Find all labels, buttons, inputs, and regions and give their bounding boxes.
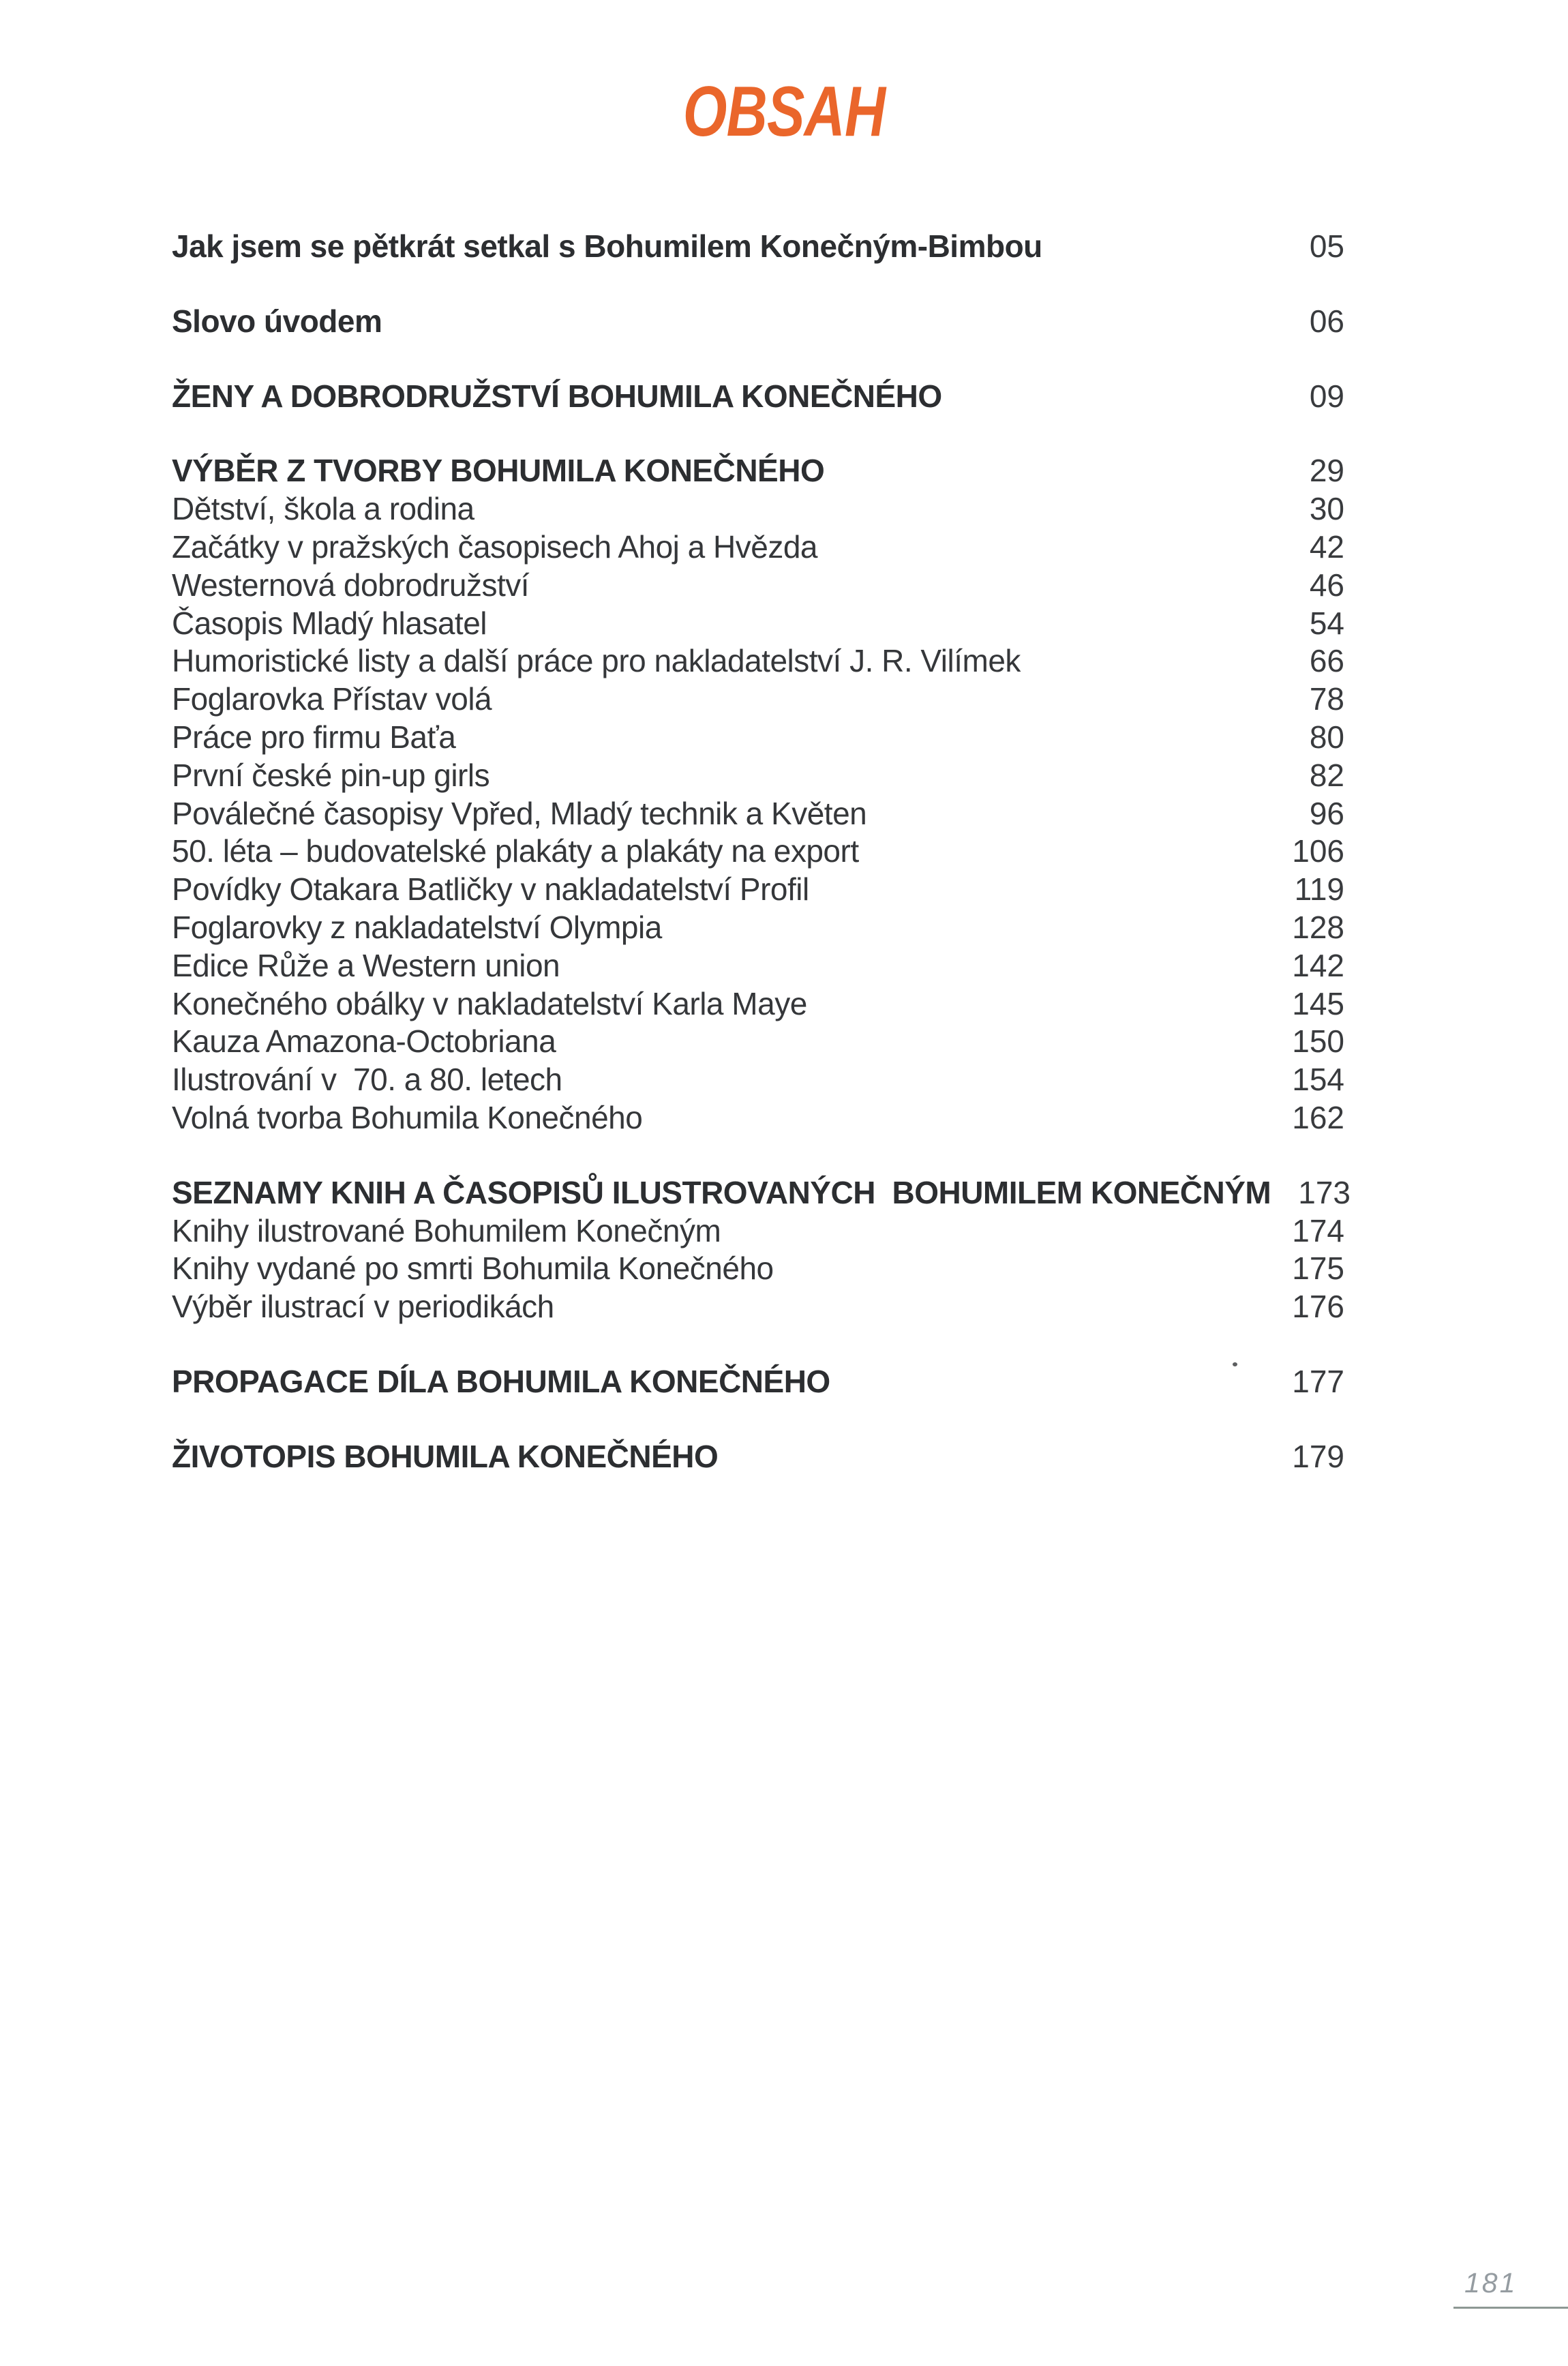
- toc-entry-label: ŽIVOTOPIS BOHUMILA KONEČNÉHO: [172, 1438, 719, 1474]
- footer-page-number: 181: [1464, 2267, 1518, 2298]
- toc-entry-label: Westernová dobrodružství: [172, 567, 530, 603]
- toc-entry-label: Jak jsem se pětkrát setkal s Bohumilem Konečným-Bimbou: [172, 228, 1042, 264]
- toc-entry: [172, 909, 1344, 947]
- toc-entry-page: 119: [1294, 871, 1344, 908]
- toc-entry-label: Výběr ilustrací v periodikách: [172, 1289, 554, 1325]
- toc-entry-label: Knihy ilustrované Bohumilem Konečným: [172, 1212, 721, 1248]
- toc-entry: [172, 871, 1344, 909]
- toc-entry-page: 154: [1292, 1062, 1344, 1098]
- toc-entry: [172, 1099, 1344, 1137]
- toc-entry-label: Práce pro firmu Baťa: [172, 719, 456, 755]
- toc-entry-label: Humoristické listy a další práce pro nakladatelství J. R. Vilímek: [172, 643, 1021, 679]
- toc-entry: [172, 303, 1344, 341]
- toc-entry-label: Knihy vydané po smrti Bohumila Konečného: [172, 1251, 774, 1287]
- page-title: OBSAH: [682, 72, 886, 151]
- toc-entry-label: Povídky Otakara Batličky v nakladatelství Profil: [172, 871, 809, 908]
- toc-entry-label: První české pin-up girls: [172, 757, 490, 793]
- toc-entry-page: 96: [1309, 795, 1344, 831]
- toc-entry-page: 30: [1309, 491, 1344, 527]
- toc-entry-page: 66: [1309, 643, 1344, 679]
- toc-entry-page: 80: [1309, 719, 1344, 755]
- toc-entry: [172, 490, 1344, 528]
- toc-entry-label: Kauza Amazona-Octobriana: [172, 1023, 556, 1060]
- toc-entry-label: Ilustrování v 70. a 80. letech: [172, 1062, 562, 1098]
- toc-entry-page: 82: [1309, 757, 1344, 793]
- toc-entry: [172, 1212, 1344, 1251]
- toc-entry: [172, 680, 1344, 719]
- toc-entry: [172, 833, 1344, 871]
- toc-entry: [172, 947, 1344, 985]
- toc-entry-page: 142: [1292, 947, 1344, 983]
- toc-entry: [172, 378, 1344, 416]
- toc-entry: [172, 452, 1344, 490]
- toc-entry-label: 50. léta – budovatelské plakáty a plakáty na export: [172, 833, 859, 869]
- toc-entry-label: SEZNAMY KNIH A ČASOPISŮ ILUSTROVANÝCH BOHUMILEM KONEČNÝM: [172, 1174, 1271, 1210]
- toc-entry-label: Foglarovky z nakladatelství Olympia: [172, 909, 662, 945]
- toc-entry: [172, 795, 1344, 833]
- toc-entry-page: 106: [1292, 833, 1344, 869]
- toc-entry-label: Poválečné časopisy Vpřed, Mladý technik a Květen: [172, 795, 867, 831]
- toc-entry-page: 150: [1292, 1023, 1344, 1060]
- toc-entry-page: 145: [1292, 985, 1344, 1021]
- toc-entry-label: Volná tvorba Bohumila Konečného: [172, 1099, 643, 1135]
- toc-entry-page: 175: [1292, 1251, 1344, 1287]
- toc-entry: [172, 1061, 1344, 1099]
- toc-entry-label: Konečného obálky v nakladatelství Karla Maye: [172, 985, 807, 1021]
- toc-entry-page: 128: [1292, 909, 1344, 945]
- toc-entry: [172, 1363, 1344, 1401]
- toc-entry: [172, 567, 1344, 605]
- toc-entry-label: ŽENY A DOBRODRUŽSTVÍ BOHUMILA KONEČNÉHO: [172, 378, 942, 414]
- toc-list: [172, 228, 1351, 1476]
- toc-entry-label: PROPAGACE DÍLA BOHUMILA KONEČNÉHO: [172, 1363, 830, 1399]
- toc-entry-label: Časopis Mladý hlasatel: [172, 605, 487, 641]
- toc-entry-label: Začátky v pražských časopisech Ahoj a Hvězda: [172, 528, 818, 565]
- toc-entry: [172, 719, 1344, 757]
- toc-entry: [172, 605, 1344, 643]
- toc-entry: [172, 757, 1344, 795]
- toc-entry: [172, 1438, 1344, 1476]
- toc-entry-page: 173: [1298, 1174, 1351, 1210]
- toc-entry-label: Slovo úvodem: [172, 303, 382, 339]
- toc-entry: [172, 1288, 1344, 1326]
- toc-entry-page: 09: [1309, 378, 1344, 414]
- toc-entry-page: 54: [1309, 605, 1344, 641]
- toc-entry-page: 179: [1292, 1438, 1344, 1474]
- toc-entry-page: 162: [1292, 1099, 1344, 1135]
- toc-entry: [172, 528, 1344, 567]
- toc-entry-label: Foglarovka Přístav volá: [172, 681, 492, 717]
- toc-entry-page: 78: [1309, 681, 1344, 717]
- toc-entry-page: 06: [1309, 303, 1344, 339]
- toc-entry: [172, 1174, 1351, 1212]
- decor-dot: [1233, 1362, 1237, 1366]
- toc-entry-page: 29: [1309, 453, 1344, 489]
- toc-entry: [172, 1023, 1344, 1061]
- toc-entry-page: 174: [1292, 1212, 1344, 1248]
- toc-entry-page: 177: [1292, 1363, 1344, 1399]
- toc-entry-page: 176: [1292, 1289, 1344, 1325]
- footer-rule: [1453, 2307, 1568, 2309]
- toc-entry-page: 46: [1309, 567, 1344, 603]
- toc-entry: [172, 1250, 1344, 1288]
- toc-entry-label: Edice Růže a Western union: [172, 947, 560, 983]
- toc-entry: [172, 642, 1344, 680]
- toc-entry-page: 05: [1309, 228, 1344, 264]
- toc-entry: [172, 985, 1344, 1023]
- toc-entry: [172, 228, 1344, 266]
- toc-entry-page: 42: [1309, 528, 1344, 565]
- toc-entry-label: Dětství, škola a rodina: [172, 491, 474, 527]
- toc-entry-label: VÝBĚR Z TVORBY BOHUMILA KONEČNÉHO: [172, 453, 825, 489]
